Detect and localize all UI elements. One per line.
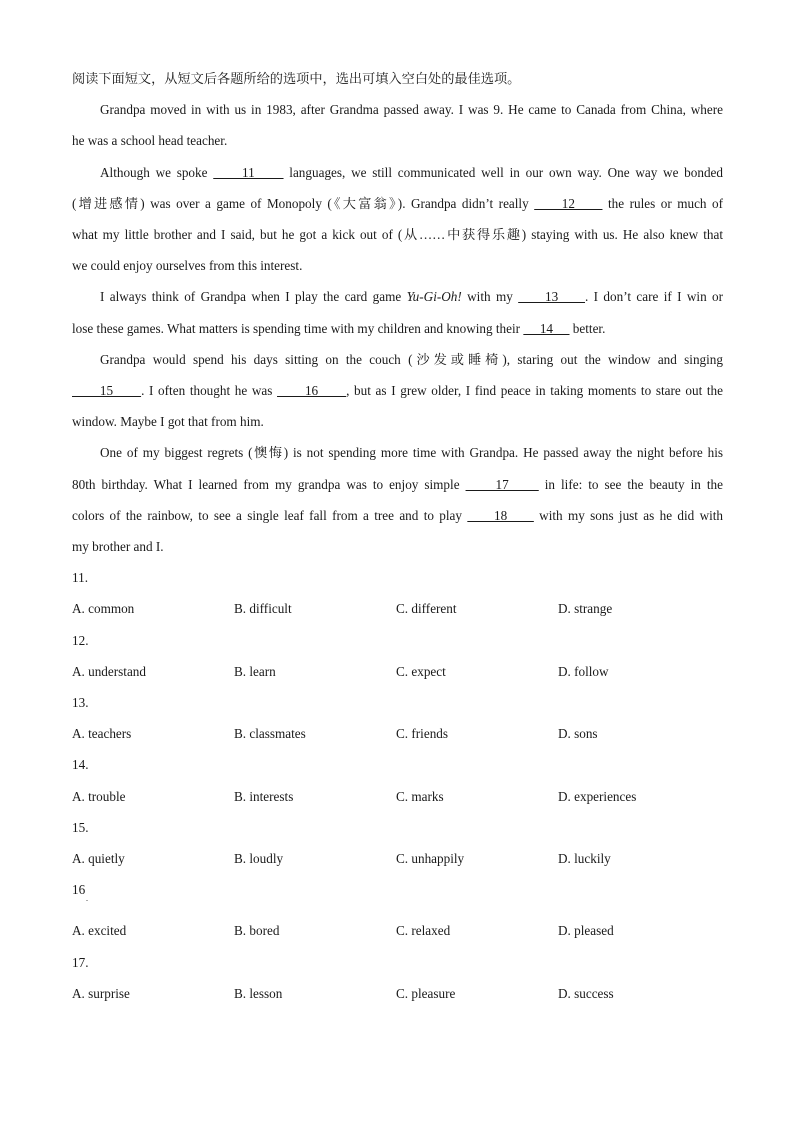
blank-13: 13	[518, 289, 586, 305]
option-c[interactable]: C. marks	[396, 788, 444, 804]
option-a[interactable]: A. common	[72, 601, 135, 617]
option-d[interactable]: D. strange	[558, 601, 613, 617]
option-a[interactable]: A. surprise	[72, 985, 130, 1001]
option-d[interactable]: D. pleased	[558, 923, 614, 939]
option-row	[72, 915, 723, 946]
instruction: 阅读下面短文，从短文后各题所给的选项中，选出可填入空白处的最佳选项。	[72, 71, 521, 86]
option-b[interactable]: B. lesson	[234, 985, 283, 1001]
question-number: 12.	[72, 632, 89, 648]
option-d[interactable]: D. sons	[558, 726, 598, 742]
option-a[interactable]: A. quietly	[72, 850, 125, 866]
option-b[interactable]: B. interests	[234, 788, 294, 804]
question	[72, 874, 723, 946]
option-a[interactable]: A. teachers	[72, 726, 132, 742]
document-content	[72, 63, 723, 1009]
blank-14: 14	[523, 320, 570, 336]
option-a[interactable]: A. understand	[72, 663, 146, 679]
question	[72, 625, 723, 687]
blank-11: 11	[213, 164, 284, 180]
option-c[interactable]: C. different	[396, 601, 457, 617]
blank-17: 17	[465, 476, 539, 492]
question-number: 11.	[72, 570, 88, 586]
paragraph-line: One of my biggest regrets (懊悔) is not spending more time with Grandpa. He passed away the night before his	[100, 445, 723, 461]
question-number-dot: .	[86, 894, 88, 904]
option-row	[72, 843, 723, 874]
option-c[interactable]: C. expect	[396, 663, 446, 679]
paragraph-line: Grandpa would spend his days sitting on the couch (沙发或睡椅), staring out the window and singing	[100, 351, 723, 367]
option-d[interactable]: D. luckily	[558, 850, 611, 866]
option-a[interactable]: A. trouble	[72, 788, 126, 804]
option-d[interactable]: D. success	[558, 985, 614, 1001]
option-d[interactable]: D. follow	[558, 663, 609, 679]
question-number: 15.	[72, 819, 89, 835]
question	[72, 687, 723, 749]
paragraph-2	[72, 157, 723, 282]
game-title: Yu-Gi-Oh!	[406, 289, 462, 305]
paragraph-line: what my little brother and I said, but he got a kick out of (从……中获得乐趣) staying with us. He also knew that	[72, 227, 723, 243]
option-b[interactable]: B. difficult	[234, 601, 292, 617]
paragraph-line: Although we spoke 11 languages, we still communicated well in our own way. One way we bonded	[100, 164, 724, 180]
paragraph-1	[72, 94, 723, 156]
option-c[interactable]: C. relaxed	[396, 923, 451, 939]
paragraph-line: colors of the rainbow, to see a single leaf fall from a tree and to play 18 with my sons just as he did with	[72, 507, 724, 523]
option-d[interactable]: D. experiences	[558, 788, 637, 804]
blank-16: 16	[277, 383, 347, 399]
option-b[interactable]: B. classmates	[234, 726, 306, 742]
option-row	[72, 656, 723, 687]
blank-15: 15	[72, 383, 142, 399]
option-c[interactable]: C. unhappily	[396, 850, 465, 866]
option-a[interactable]: A. excited	[72, 923, 127, 939]
paragraph-line: I always think of Grandpa when I play the card game Yu-Gi-Oh! with my 13 . I don’t care if I win or	[100, 289, 724, 305]
question	[72, 749, 723, 811]
blank-18: 18	[467, 507, 534, 523]
question	[72, 947, 723, 1009]
paragraph-3	[72, 281, 723, 343]
paragraph-line: we could enjoy ourselves from this interest.	[72, 258, 303, 274]
paragraph-5	[72, 437, 723, 562]
question	[72, 812, 723, 874]
paragraph-line: Grandpa moved in with us in 1983, after Grandma passed away. I was 9. He came to Canada from China, where	[100, 102, 723, 118]
option-row	[72, 781, 723, 812]
question-number: 13.	[72, 695, 89, 710]
paragraph-line: my brother and I.	[72, 539, 164, 555]
question-list	[72, 562, 723, 1009]
blank-12: 12	[534, 195, 603, 211]
option-c[interactable]: C. friends	[396, 726, 449, 742]
paragraph-line: 80th birthday. What I learned from my grandpa was to enjoy simple 17 in life: to see the beauty in the	[72, 476, 723, 492]
option-b[interactable]: B. learn	[234, 663, 276, 679]
paragraph-line: window. Maybe I got that from him.	[72, 414, 264, 430]
option-b[interactable]: B. bored	[234, 923, 280, 939]
question	[72, 562, 723, 624]
paragraph-line: (增进感情) was over a game of Monopoly (《大富翁》). Grandpa didn’t really 12 the rules or much of	[72, 195, 724, 211]
question-number: 17.	[72, 954, 89, 970]
paragraph-line: he was a school head teacher.	[72, 133, 228, 149]
option-b[interactable]: B. loudly	[234, 850, 284, 866]
option-c[interactable]: C. pleasure	[396, 985, 456, 1001]
question-number: 16	[72, 882, 86, 898]
question-number: 14.	[72, 757, 89, 773]
option-row	[72, 593, 723, 624]
paragraph-line: 15 . I often thought he was 16 , but as I grew older, I find peace in taking moments to stare out the	[72, 383, 724, 399]
option-row	[72, 978, 723, 1009]
paragraph-line: lose these games. What matters is spending time with my children and knowing their 14 better.	[72, 320, 606, 336]
paragraph-4	[72, 344, 723, 438]
option-row	[72, 718, 723, 749]
